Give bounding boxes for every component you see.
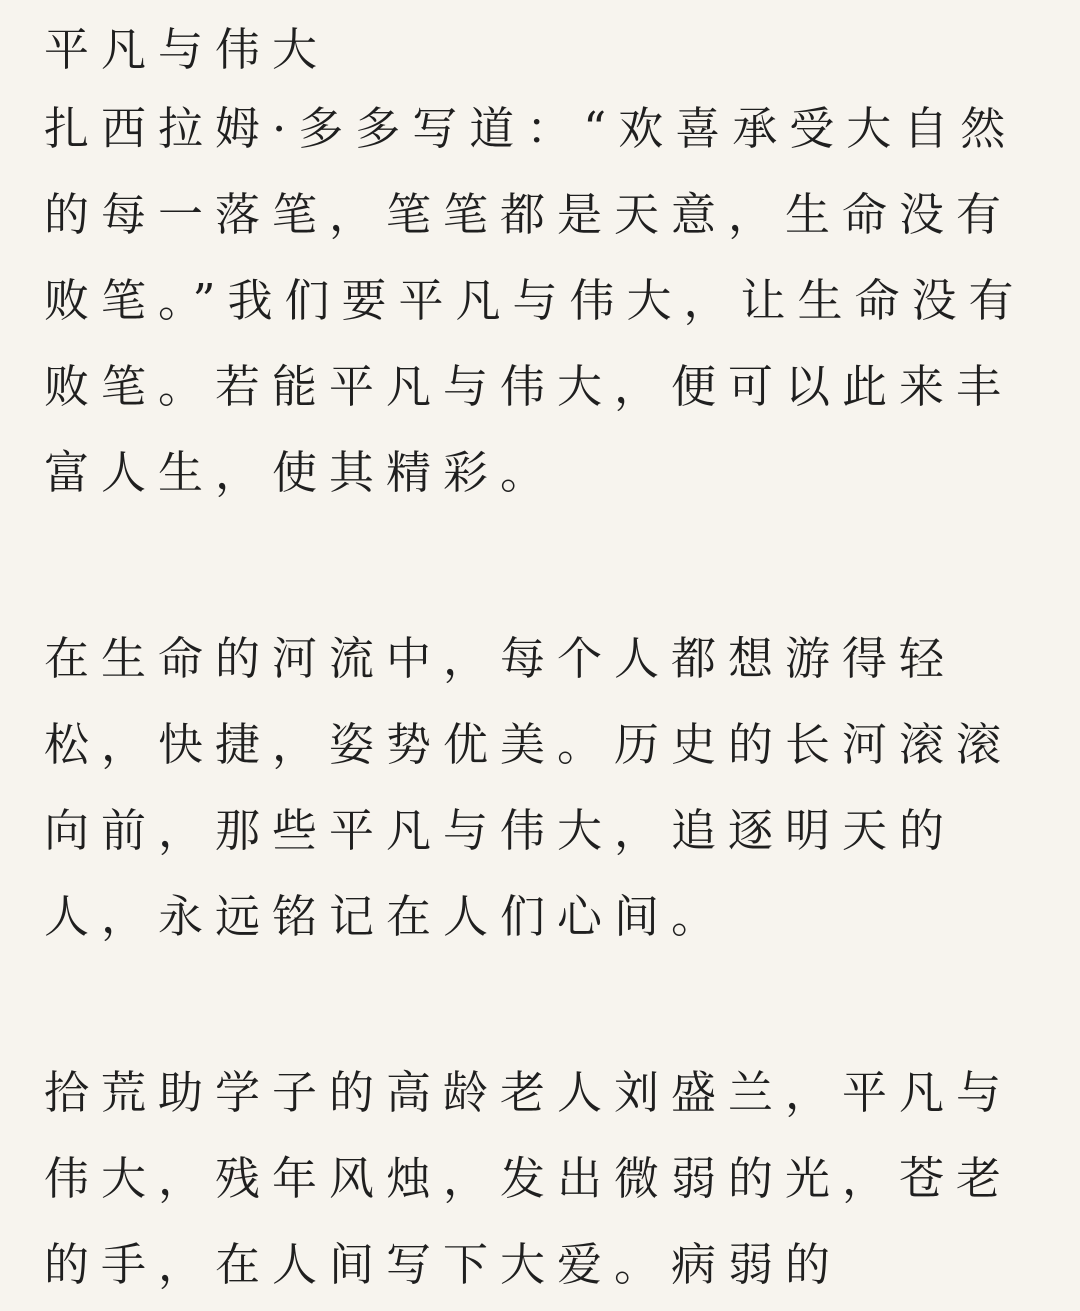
essay-paragraph-3: 拾荒助学子的高龄老人刘盛兰，平凡与伟大，残年风烛，发出微弱的光，苍老的手，在人间写下大爱。病弱的 [44,1066,1014,1291]
essay-title: 平凡与伟大 [44,23,330,76]
essay-paragraph-2: 在生命的河流中，每个人都想游得轻松，快捷，姿势优美。历史的长河滚滚向前，那些平凡与伟大，追逐明天的人，永远铭记在人们心间。 [44,632,1014,943]
essay-paragraph-1: 扎西拉姆·多多写道：“欢喜承受大自然的每一落笔，笔笔都是天意，生命没有败笔。”我们要平凡与伟大，让生命没有败笔。若能平凡与伟大，便可以此来丰富人生，使其精彩。 [44,102,1026,499]
